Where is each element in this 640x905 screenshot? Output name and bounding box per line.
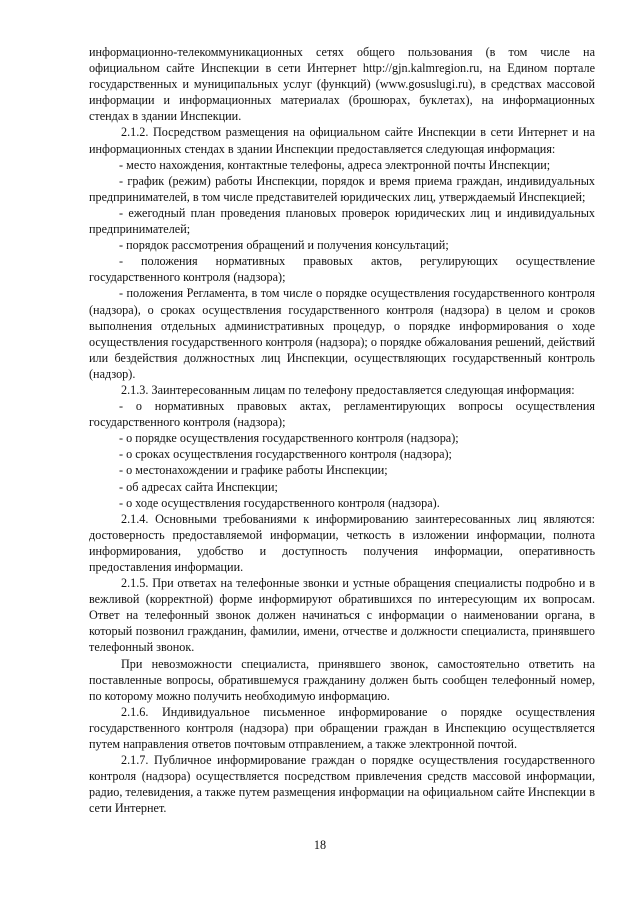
list-item: - положения нормативных правовых актов, регулирующих осуществление государственного контроля (надзора); [89, 254, 595, 285]
list-item: - о порядке осуществления государственного контроля (надзора); [119, 431, 459, 446]
list-item: - о ходе осуществления государственного контроля (надзора). [119, 495, 440, 510]
paragraph-2-1-4: 2.1.4. Основными требованиями к информированию заинтересованных лиц являются: достоверность предоставляемой информации, четкость в изложении информации, полнота информирования, удобство и доступность получения информации, оперативность предоставления информации. [89, 511, 595, 574]
paragraph-2-1-5: 2.1.5. При ответах на телефонные звонки и устные обращения специалисты подробно и в вежливой (корректной) форме информируют обратившихся по интересующим их вопросам. Ответ на телефонный звонок должен начинаться с информации о наименовании органа, в который позвонил гражданин, фамилии, имени, отчестве и должности специалиста, принявшего телефонный звонок. [89, 576, 595, 655]
paragraph-phone-fallback: При невозможности специалиста, принявшего звонок, самостоятельно ответить на поставленные вопросы, обратившемуся гражданину должен быть сообщен телефонный номер, по которому можно получить необходимую информацию. [89, 656, 595, 703]
paragraph-2-1-3: 2.1.3. Заинтересованным лицам по телефону предоставляется следующая информация: [121, 382, 575, 397]
paragraph-2-1-7: 2.1.7. Публичное информирование граждан о порядке осуществления государственного контроля (надзора) осуществляется посредством привлечения средств массовой информации, радио, телевидения, а также путем размещения информации на официальном сайте Инспекции в сети Интернет. [89, 753, 595, 816]
list-item: - о местонахождении и графике работы Инспекции; [119, 463, 388, 478]
list-item: - график (режим) работы Инспекции, порядок и время приема граждан, индивидуальных предпринимателей, в том числе представителей юридических лиц, утверждаемый Инспекцией; [89, 173, 595, 204]
paragraph-2-1-2: 2.1.2. Посредством размещения на официальном сайте Инспекции в сети Интернет и на информационных стендах в здании Инспекции предоставляется следующая информация: [89, 125, 595, 156]
list-item: - ежегодный план проведения плановых проверок юридических лиц и индивидуальных предпринимателей; [89, 205, 595, 237]
list-item: - об адресах сайта Инспекции; [119, 479, 278, 494]
list-item: - положения Регламента, в том числе о порядке осуществления государственного контроля (надзора), о сроках осуществления государственного контроля (надзора) в целом и сроков выполнения отдельных административных процедур, о порядке информирования о ходе осуществления государственного контроля (надзора); о порядке обжалования решений, действий или бездействия должностных лиц Инспекции, осуществляющих государственный контроль (надзор). [89, 286, 596, 381]
list-item: - о нормативных правовых актах, регламентирующих вопросы осуществления государственного контроля (надзора); [89, 399, 595, 430]
list-item: - место нахождения, контактные телефоны, адреса электронной почты Инспекции; [119, 157, 551, 172]
paragraph-2-1-6: 2.1.6. Индивидуальное письменное информирование о порядке осуществления государственного контроля (надзора) при обращении граждан в Инспекцию осуществляется путем направления ответов почтовым отправлением, а также электронной почтой. [89, 704, 595, 752]
list-item: - порядок рассмотрения обращений и получения консультаций; [119, 238, 449, 253]
paragraph-continuation: информационно-телекоммуникационных сетях общего пользования (в том числе на официальном сайте Инспекции в сети Интернет http://gjn.kalmregion.ru, на Едином портале государственных и муниципальных услуг (функций) (www.gosuslugi.ru), в средствах массовой информации и информационных материалах (брошюрах, буклетах), на информационных стендах в здании Инспекции. [89, 45, 595, 124]
list-item: - о сроках осуществления государственного контроля (надзора); [119, 447, 452, 462]
document-body [89, 44, 595, 817]
page-number: 18 [313, 838, 327, 852]
